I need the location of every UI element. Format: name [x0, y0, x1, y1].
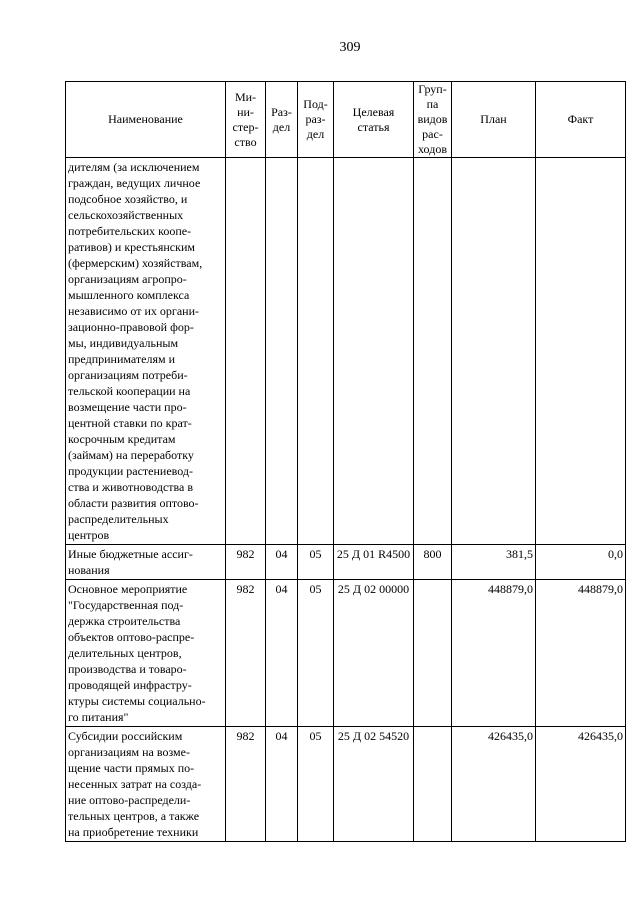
row-subsection: 05: [298, 580, 334, 727]
row-target: 25 Д 02 00000: [334, 580, 414, 727]
row-fact: 0,0: [536, 545, 626, 580]
row-section: 04: [266, 727, 298, 842]
header-fact: Факт: [536, 82, 626, 158]
row-plan: 426435,0: [452, 727, 536, 842]
header-ministry: Ми- ни- стер- ство: [226, 82, 266, 158]
row-group: [414, 727, 452, 842]
row-ministry: 982: [226, 580, 266, 727]
row-target: 25 Д 01 R4500: [334, 545, 414, 580]
table-header-row: [66, 82, 626, 158]
row-ministry: 982: [226, 727, 266, 842]
page-number: 309: [339, 40, 361, 55]
row-target: [334, 158, 414, 545]
header-name: Наименование: [66, 82, 226, 158]
header-subsection: Под- раз- дел: [298, 82, 334, 158]
row-subsection: 05: [298, 727, 334, 842]
row-ministry: [226, 158, 266, 545]
row-group: [414, 580, 452, 727]
row-fact: [536, 158, 626, 545]
header-target-article: Целевая статья: [334, 82, 414, 158]
table-row: [66, 545, 626, 580]
header-expense-group: Груп- па видов рас- ходов: [414, 82, 452, 158]
row-section: 04: [266, 545, 298, 580]
row-group: [414, 158, 452, 545]
row-fact: 426435,0: [536, 727, 626, 842]
row-section: 04: [266, 580, 298, 727]
row-name: Субсидии российским организациям на возме- щение части прямых по- несенных затрат на созда- ние оптово-распредели- тельных центров, а также на приобретение техники: [66, 727, 226, 842]
budget-table: [65, 81, 626, 842]
row-plan: 448879,0: [452, 580, 536, 727]
row-ministry: 982: [226, 545, 266, 580]
row-name: Основное мероприятие "Государственная под- держка строительства объектов оптово-распре- делительных центров, производства и товаро- проводящей инфрастру- ктуры системы социально- го питания": [66, 580, 226, 727]
header-plan: План: [452, 82, 536, 158]
row-section: [266, 158, 298, 545]
row-name: Иные бюджетные ассиг- нования: [66, 545, 226, 580]
table-row: [66, 580, 626, 727]
row-fact: 448879,0: [536, 580, 626, 727]
header-section: Раз- дел: [266, 82, 298, 158]
table-row: [66, 727, 626, 842]
row-target: 25 Д 02 54520: [334, 727, 414, 842]
row-plan: [452, 158, 536, 545]
row-subsection: [298, 158, 334, 545]
row-group: 800: [414, 545, 452, 580]
row-name: дителям (за исключением граждан, ведущих личное подсобное хозяйство, и сельскохозяйственных потребительских коопе- ративов) и крестьянским (фермерским) хозяйствам, организациям агропро- мышленного комплекса независимо от их органи- зационно-правовой фор- мы, индивидуальным предпринимателям и организациям потреби- тельской кооперации на возмещение части про- центной ставки по крат- косрочным кредитам (займам) на переработку продукции растениевод- ства и животноводства в области развития оптово- распределительных центров: [66, 158, 226, 545]
table-row: [66, 158, 626, 545]
row-subsection: 05: [298, 545, 334, 580]
row-plan: 381,5: [452, 545, 536, 580]
